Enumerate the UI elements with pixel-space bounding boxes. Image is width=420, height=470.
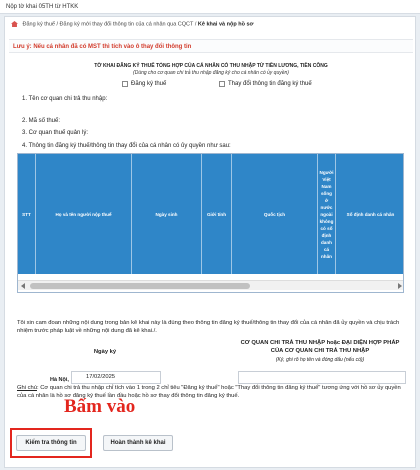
register-checkbox-label: Đăng ký thuế [131, 81, 167, 87]
date-heading: Ngày ký [93, 349, 117, 355]
breadcrumb-item-new-change[interactable]: Đăng ký mới thay đổi thông tin của cá nhân qua CQCT [59, 21, 194, 28]
scroll-right-icon[interactable] [398, 283, 402, 289]
signer-input[interactable] [238, 371, 406, 384]
tax-code-label: 2. Mã số thuế: [22, 118, 61, 124]
checkbox-icon[interactable] [219, 81, 225, 87]
col-gender: Giới tính [202, 154, 232, 274]
scroll-left-icon[interactable] [21, 283, 25, 289]
commitment-text: Tôi xin cam đoan những nội dung trong bản kê khai này là đúng theo thông tin đăng ký thuế/thông tin thay đổi của cá nhân đã ủy quyền và chịu trách nhiệm trước pháp luật về những nội dung đã kê khai./. [17, 320, 400, 334]
check-info-button[interactable]: Kiểm tra thông tin [16, 435, 86, 451]
window-title: Nộp tờ khai 05TH từ HTKK [0, 0, 420, 14]
place-label: Hà Nội, [50, 377, 69, 383]
checkbox-icon[interactable] [122, 81, 128, 87]
signer-instruction: (Ký, ghi rõ họ tên và đóng dấu (nếu có)) [275, 357, 365, 363]
breadcrumb-current: Kê khai và nộp hồ sơ [197, 21, 254, 28]
col-personal-id: Số định danh cá nhân [346, 211, 395, 217]
change-info-checkbox[interactable] [219, 81, 312, 87]
col-birth-date: Ngày sinh [132, 154, 202, 274]
breadcrumb-item-register[interactable]: Đăng ký thuế [22, 21, 55, 28]
tax-authority-label: 3. Cơ quan thuế quản lý: [22, 130, 88, 136]
note-text: Ghi chú: Cơ quan chi trả thu nhập chỉ tích vào 1 trong 2 chỉ tiêu "Đăng ký thuế" hoặc "Thay đổi thông tin đăng ký thuế" tương ứng với hồ sơ ủy quyền của cá nhân là hồ sơ đăng ký thuế lần đầu hoặc hồ sơ thay đổi thông tin đăng ký thuế. [17, 385, 401, 399]
click-here-annotation: Bấm vào [64, 396, 136, 417]
payer-name-label: 1. Tên cơ quan chi trả thu nhập: [22, 96, 108, 102]
signer-heading-line1: CƠ QUAN CHI TRẢ THU NHẬP hoặc ĐẠI DIỆN HỢP PHÁP [240, 340, 400, 346]
col-overseas-vietnamese: Người Việt Nam sống ở nước ngoài không có số định danh cá nhân [318, 154, 336, 274]
note-label: Ghi chú [17, 385, 37, 391]
warning-message: Lưu ý: Nếu cá nhân đã có MST thì tích vào ô thay đổi thông tin [9, 39, 413, 53]
register-checkbox[interactable] [122, 81, 166, 87]
form-title: TỜ KHAI ĐĂNG KÝ THUẾ TỔNG HỢP CỦA CÁ NHÂN CÓ THU NHẬP TỪ TIỀN LƯƠNG, TIỀN CÔNG [94, 63, 328, 69]
col-stt: STT [18, 154, 36, 274]
signer-heading-line2: CỦA CƠ QUAN CHI TRẢ THU NHẬP [270, 348, 370, 354]
registration-info-label: 4. Thông tin đăng ký thuế/thông tin thay đổi của cá nhân có ủy quyền như sau: [22, 143, 231, 149]
breadcrumb: Đăng ký thuế / Đăng ký mới thay đổi thông tin của cá nhân qua CQCT / Kê khai và nộp hồ sơ [11, 21, 253, 27]
table-header [18, 154, 404, 274]
registration-table [17, 153, 404, 293]
horizontal-scrollbar[interactable] [18, 280, 404, 290]
change-info-checkbox-label: Thay đổi thông tin đăng ký thuế [228, 81, 312, 87]
col-full-name: Họ và tên người nộp thuế [36, 154, 132, 274]
form-subtitle: (Dùng cho cơ quan chi trả thu nhập đăng ký cho cá nhân có ủy quyền) [133, 70, 289, 76]
scrollbar-thumb[interactable] [30, 283, 250, 289]
complete-declaration-button[interactable]: Hoàn thành kê khai [103, 435, 173, 451]
home-icon[interactable] [11, 21, 18, 27]
col-nationality: Quốc tịch [232, 154, 318, 274]
sign-date-input[interactable]: 17/02/2025 [71, 371, 161, 384]
